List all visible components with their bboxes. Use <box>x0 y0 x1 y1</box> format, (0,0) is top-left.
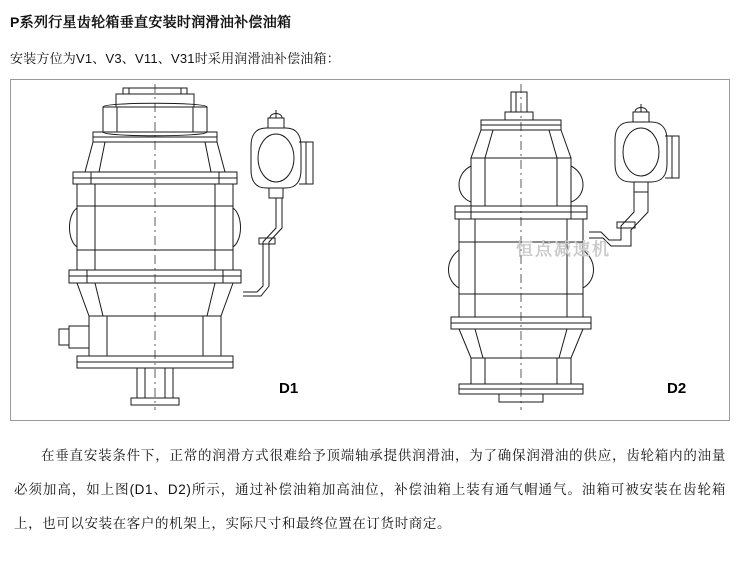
gearbox-diagram <box>11 80 730 418</box>
figure-label-d1: D1 <box>279 380 299 397</box>
document-page <box>0 12 740 573</box>
watermark-text: 恒点减速机 <box>516 240 611 259</box>
page-title: P系列行星齿轮箱垂直安装时润滑油补偿油箱 <box>10 14 292 30</box>
figure-label-d2: D2 <box>667 380 687 397</box>
body-paragraph-container <box>14 439 726 541</box>
page-subtitle: 安装方位为V1、V3、V11、V31时采用润滑油补偿油箱： <box>10 51 340 66</box>
body-paragraph: 在垂直安装条件下，正常的润滑方式很难给予顶端轴承提供润滑油，为了确保润滑油的供应，齿轮箱内的油量必须加高，如上图(D1、D2)所示，通过补偿油箱加高油位，补偿油箱上装有通气帽通气。油箱可被安装在齿轮箱上，也可以安装在客户的机架上，实际尺寸和最终位置在订货时商定。 <box>14 448 726 531</box>
figure-container <box>10 79 730 421</box>
